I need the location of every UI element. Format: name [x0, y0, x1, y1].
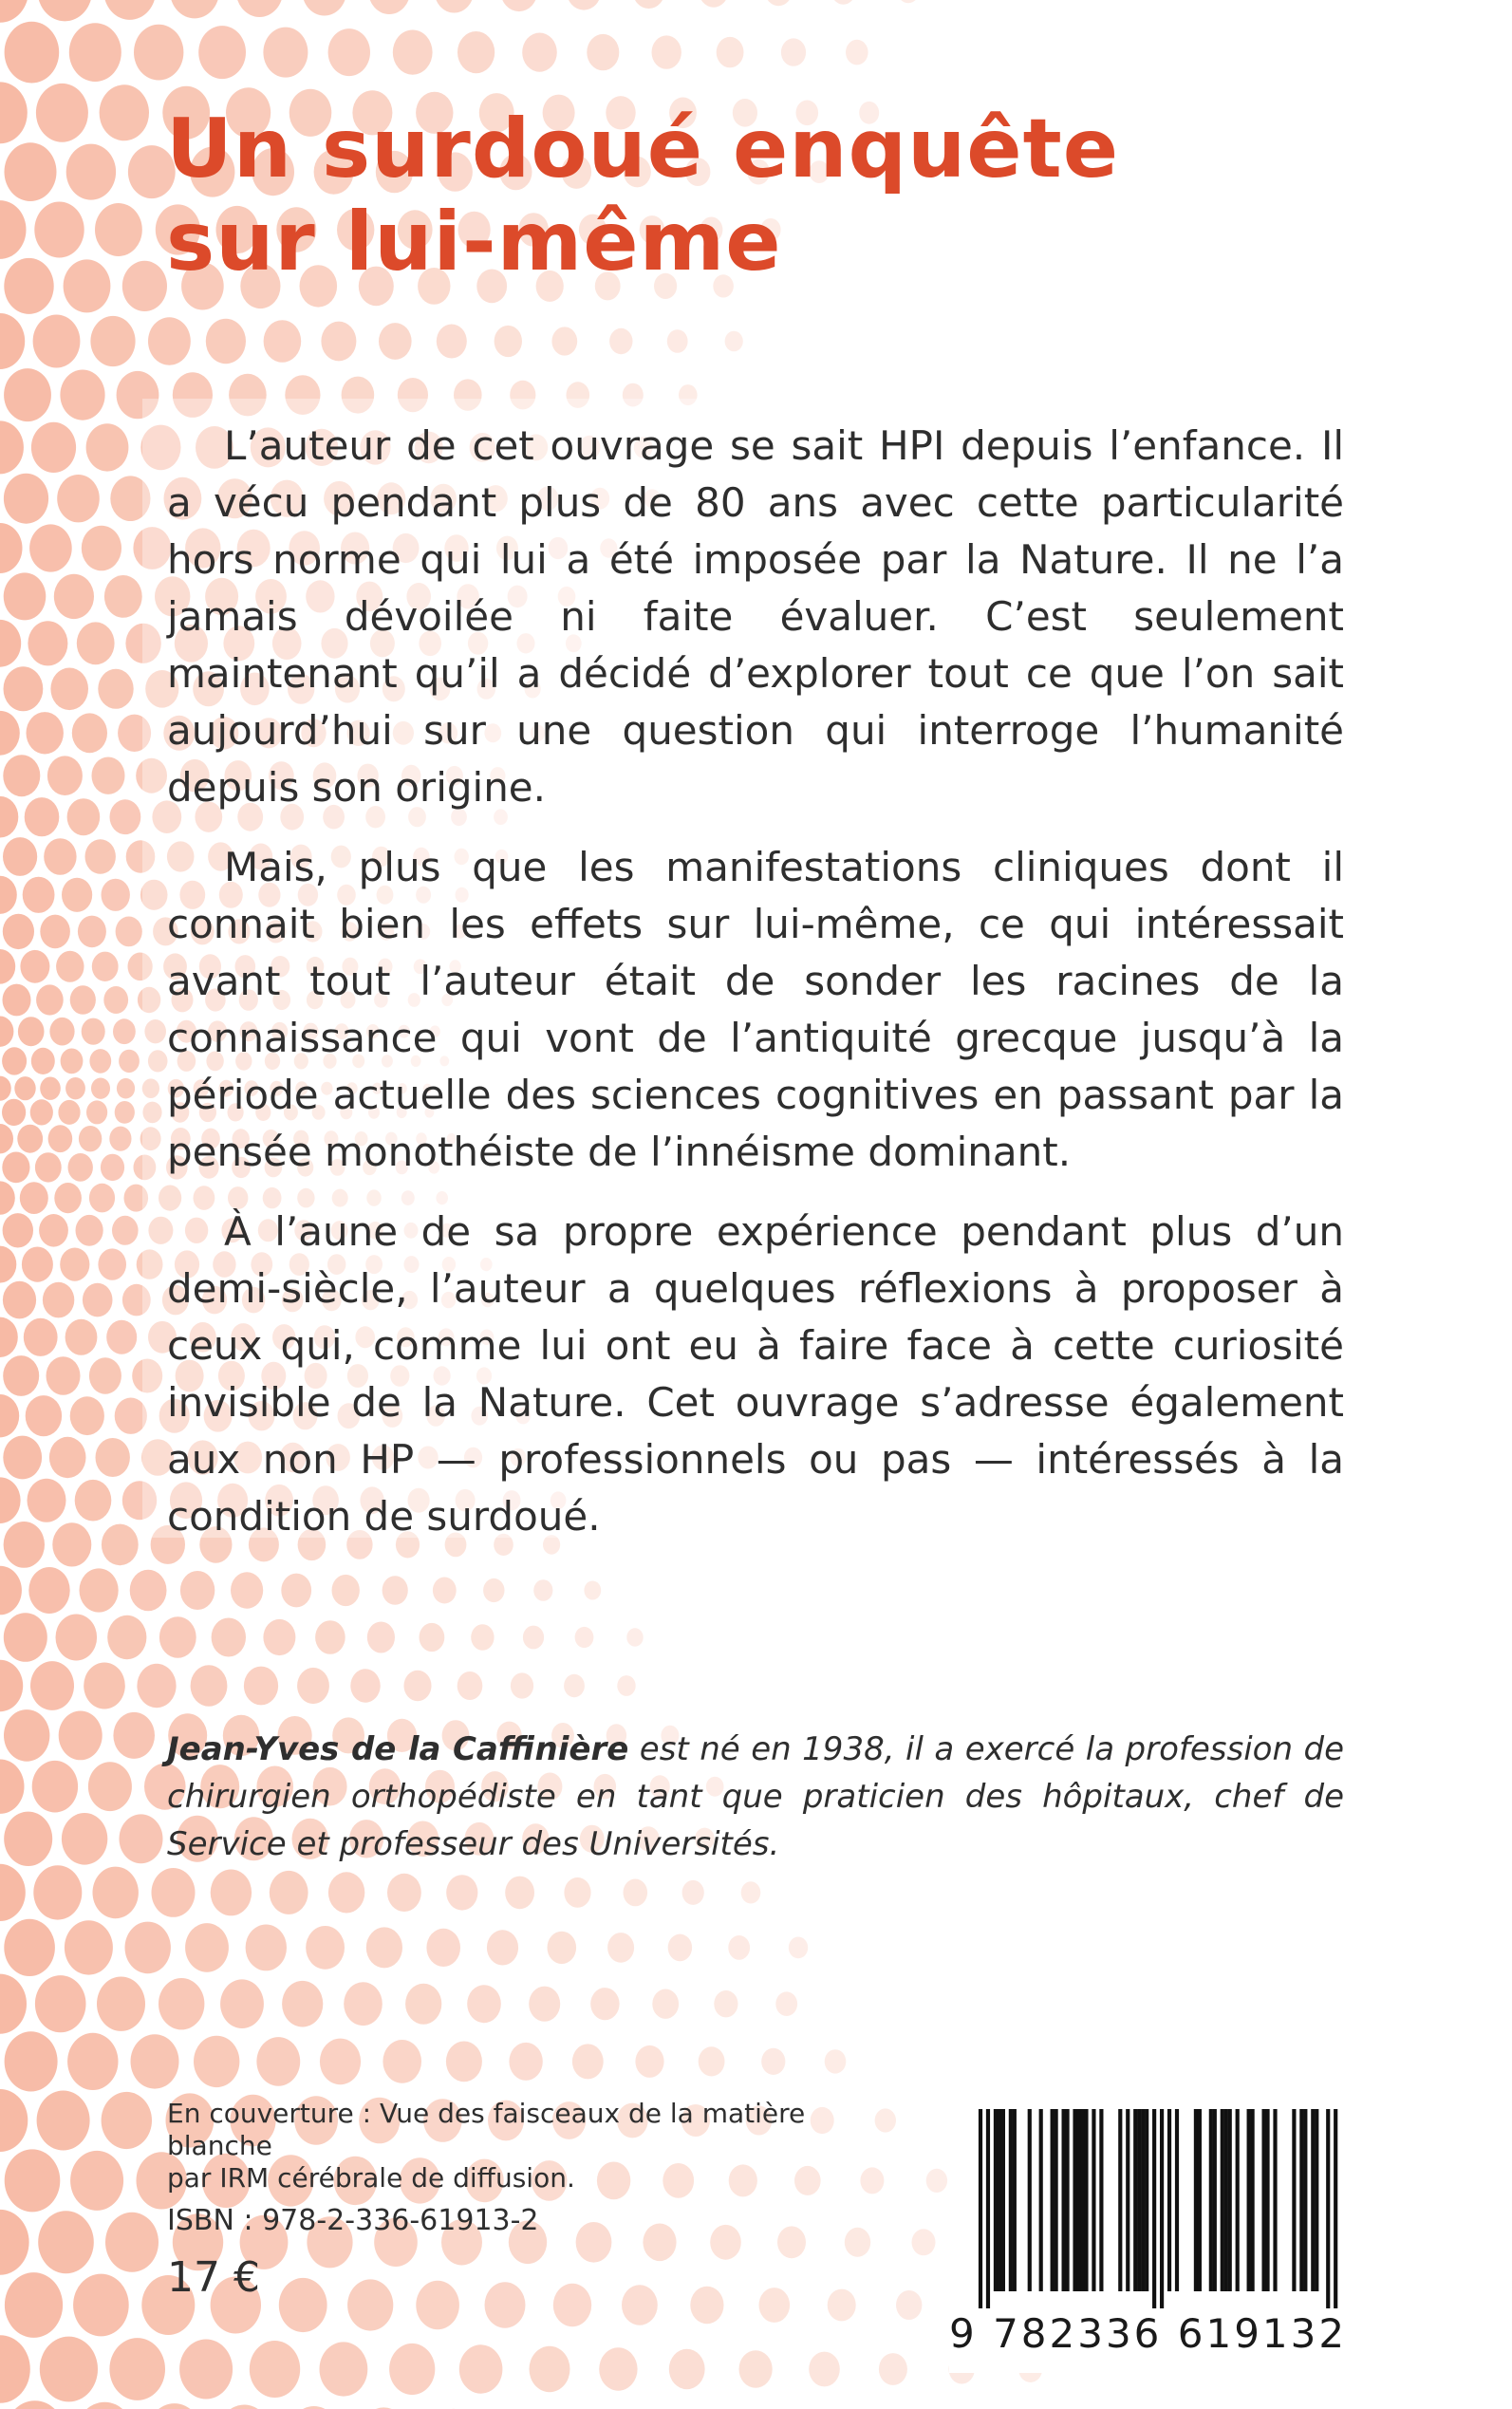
barcode-bar: [1009, 2109, 1013, 2291]
barcode-bar: [1126, 2109, 1129, 2291]
blurb: [167, 418, 1344, 1568]
book-title-line-2: sur lui-même: [166, 195, 782, 289]
author-bio: [167, 1726, 1344, 1868]
barcode-bar: [1076, 2109, 1080, 2291]
author-name: Jean-Yves de la Caffinière: [167, 1730, 629, 1768]
barcode-bar: [1137, 2109, 1141, 2291]
cover-credit: [167, 2098, 907, 2194]
price: 17 €: [167, 2253, 260, 2302]
barcode-bar: [1198, 2109, 1202, 2291]
barcode: [949, 2098, 1357, 2373]
barcode-bar: [1065, 2109, 1069, 2291]
barcode-bar: [1013, 2109, 1017, 2291]
barcode-bar: [1228, 2109, 1232, 2291]
barcode-bar: [1099, 2109, 1103, 2291]
barcode-bar: [1292, 2109, 1296, 2291]
barcode-bar: [1080, 2109, 1084, 2291]
author-bio-text: est né en 1938, il a exercé la profession de chirurgien orthopédiste en tant que praticien des hôpitaux, chef de Service et professeur des Universités.: [167, 1730, 1344, 1863]
barcode-bar: [994, 2109, 998, 2291]
barcode-bar: [1055, 2109, 1058, 2291]
barcode-digits: 9 782336 619132: [949, 2310, 1348, 2357]
barcode-bar: [1028, 2109, 1032, 2291]
barcode-bar: [1251, 2109, 1255, 2291]
barcode-bar: [1039, 2109, 1043, 2291]
blurb-paragraph: Mais, plus que les manifestations cliniques dont il connait bien les effets sur lui-même, ce qui intéressait avant tout l’auteur était de sonder les racines de la connaissance qui vont de l’antiquité grecque jusqu’à la période actuelle des sciences cognitives en passant par la pensée monothéiste de l’innéisme dominant.: [167, 844, 1344, 1175]
barcode-bar: [1224, 2109, 1228, 2291]
barcode-bar: [1160, 2109, 1164, 2308]
cover-credit-line-1: En couverture : Vue des faisceaux de la matière blanche: [167, 2098, 806, 2161]
barcode-bar: [1299, 2109, 1303, 2291]
barcode-bar: [1001, 2109, 1005, 2291]
barcode-bar: [1118, 2109, 1122, 2291]
barcode-bar: [1145, 2109, 1148, 2291]
isbn: ISBN : 978-2-336-61913-2: [167, 2204, 539, 2237]
barcode-bar: [1062, 2109, 1066, 2291]
barcode-bar: [998, 2109, 1001, 2291]
cover-credit-line-2: par IRM cérébrale de diffusion.: [167, 2162, 575, 2194]
barcode-bar: [1152, 2109, 1156, 2308]
barcode-bar: [1133, 2109, 1137, 2291]
barcode-bar: [1265, 2109, 1269, 2291]
barcode-bar: [1303, 2109, 1307, 2291]
barcode-bar: [1221, 2109, 1224, 2291]
barcode-bar: [1194, 2109, 1198, 2291]
barcode-bar: [1311, 2109, 1315, 2291]
barcode-bar: [986, 2109, 990, 2308]
barcode-bar: [1084, 2109, 1088, 2291]
barcode-bar: [1209, 2109, 1213, 2291]
barcode-bar: [1073, 2109, 1076, 2291]
barcode-bar: [1213, 2109, 1217, 2291]
blurb-paragraph: L’auteur de cet ouvrage se sait HPI depuis l’enfance. Il a vécu pendant plus de 80 ans avec cette particularité hors norme qui lui a été imposée par la Nature. Il ne l’a jamais dévoilée ni faite évaluer. C’est seulement maintenant qu’il a décidé d’explorer tout ce que l’on sait aujourd’hui sur une question qui interroge l’humanité depuis son origine.: [167, 422, 1344, 811]
barcode-bar: [1167, 2109, 1171, 2291]
barcode-bar: [1326, 2109, 1330, 2308]
barcode-bar: [979, 2109, 982, 2308]
barcode-bar: [1261, 2109, 1265, 2291]
barcode-bar: [1334, 2109, 1337, 2308]
barcode-bar: [1273, 2109, 1277, 2291]
book-title: [166, 103, 1353, 289]
blurb-paragraph: À l’aune de sa propre expérience pendant plus d’un demi-siècle, l’auteur a quelques réflexions à proposer à ceux qui, comme lui ont eu à faire face à cette curiosité invisible de la Nature. Cet ouvrage s’adresse également aux non HP — professionnels ou pas — intéressés à la condition de surdoué.: [167, 1208, 1344, 1540]
book-title-line-1: Un surdoué enquête: [166, 102, 1120, 196]
barcode-bar: [1175, 2109, 1179, 2291]
barcode-bar: [1141, 2109, 1145, 2291]
barcode-bar: [1315, 2109, 1318, 2291]
barcode-bar: [1092, 2109, 1095, 2291]
barcode-bars: [963, 2109, 1353, 2308]
barcode-bar: [1236, 2109, 1240, 2291]
barcode-bar: [1247, 2109, 1251, 2291]
barcode-bar: [1051, 2109, 1055, 2291]
